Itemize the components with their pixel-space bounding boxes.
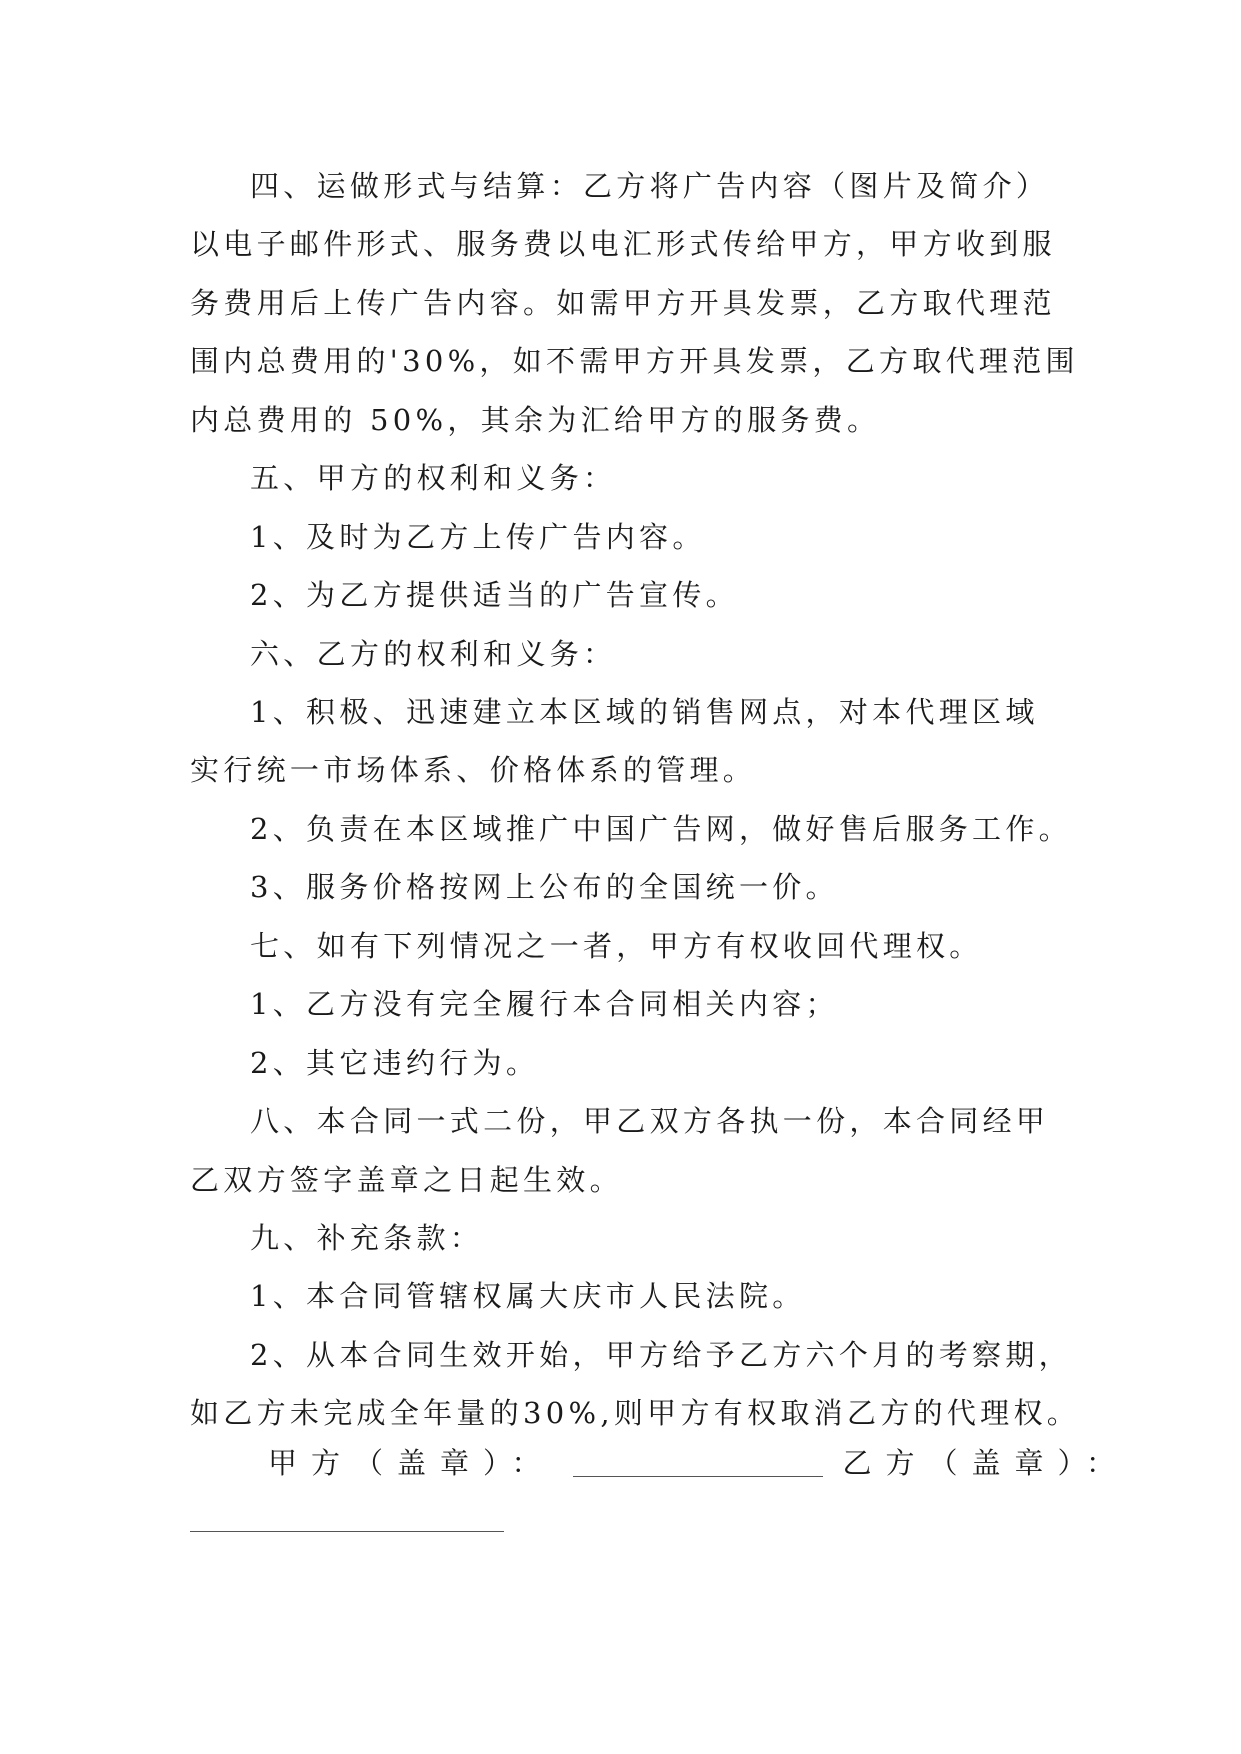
clause-9-item-2-line-1: 2、从本合同生效开始，甲方给予乙方六个月的考察期， — [250, 1338, 1072, 1372]
clause-5-item-2: 2、为乙方提供适当的广告宣传。 — [250, 578, 739, 612]
signature-line — [268, 1443, 1129, 1483]
clause-6-item-1-line-2: 实行统一市场体系、价格体系的管理。 — [190, 753, 757, 787]
clause-8-line-2: 乙双方签字盖章之日起生效。 — [190, 1163, 623, 1197]
clause-4-line-3: 务费用后上传广告内容。如需甲方开具发票，乙方取代理范 — [190, 286, 1056, 320]
party-b-signature-blank — [190, 1531, 504, 1532]
clause-9-heading: 九、补充条款： — [250, 1221, 484, 1255]
clause-8-line-1: 八、本合同一式二份，甲乙双方各执一份，本合同经甲 — [250, 1104, 1050, 1138]
party-a-seal-label: 甲方（盖章）： — [268, 1446, 555, 1480]
clause-6-item-2: 2、负责在本区域推广中国广告网，做好售后服务工作。 — [250, 812, 1072, 846]
party-b-seal-label: 乙方（盖章）： — [842, 1446, 1130, 1480]
clause-4-line-4: 围内总费用的'30%，如不需甲方开具发票，乙方取代理范围 — [190, 344, 1079, 378]
clause-6-heading: 六、乙方的权利和义务： — [250, 637, 617, 671]
clause-7-item-2: 2、其它违约行为。 — [250, 1046, 540, 1080]
clause-6-item-3: 3、服务价格按网上公布的全国统一价。 — [250, 870, 839, 904]
clause-4-line-2: 以电子邮件形式、服务费以电汇形式传给甲方，甲方收到服 — [190, 227, 1056, 261]
clause-7-item-1: 1、乙方没有完全履行本合同相关内容； — [250, 987, 839, 1021]
clause-5-heading: 五、甲方的权利和义务： — [250, 461, 617, 495]
clause-5-item-1: 1、及时为乙方上传广告内容。 — [250, 520, 706, 554]
clause-9-item-1: 1、本合同管辖权属大庆市人民法院。 — [250, 1279, 806, 1313]
clause-7-heading: 七、如有下列情况之一者，甲方有权收回代理权。 — [250, 929, 983, 963]
clause-4-line-5: 内总费用的 50%，其余为汇给甲方的服务费。 — [190, 403, 881, 437]
party-a-signature-blank — [573, 1475, 823, 1477]
clause-9-item-2-line-2: 如乙方未完成全年量的30%,则甲方有权取消乙方的代理权。 — [190, 1396, 1081, 1430]
clause-4-line-1: 四、运做形式与结算：乙方将广告内容（图片及简介） — [250, 169, 1050, 203]
clause-6-item-1-line-1: 1、积极、迅速建立本区域的销售网点，对本代理区域 — [250, 695, 1039, 729]
